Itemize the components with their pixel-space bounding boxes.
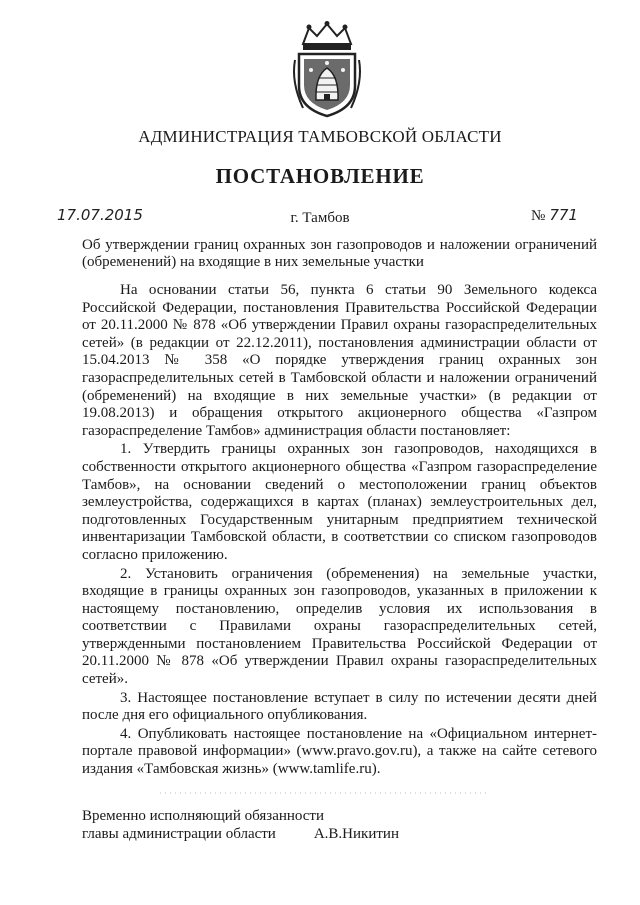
- handwritten-number: 771: [549, 206, 578, 224]
- handwritten-date: 17.07.2015: [57, 206, 143, 224]
- item-2-paragraph: 2. Установить ограничения (обременения) на земельные участки, входящие в границы охранных зон газопроводов, указанных в приложении к настоящему постановлению, определив условия их использования в соответствии с Правилами охраны газораспределительных сетей, утвержденными постановлением Правительства Российской Федерации от 20.11.2000 № 878 «Об утверждении Правил охраны газораспределительных сетей».: [82, 565, 597, 688]
- document-body: [82, 282, 597, 779]
- document-subject: Об утверждении границ охранных зон газопроводов и наложении ограничений (обременений) на входящие в них земельные участки: [82, 237, 597, 270]
- item-4-paragraph: 4. Опубликовать настоящее постановление на «Официальном интернет-портале правовой информации» (www.pravo.gov.ru), а также на сайте сетевого издания «Тамбовская жизнь» (www.tamlife.ru).: [82, 725, 597, 778]
- item-3-paragraph: 3. Настоящее постановление вступает в силу по истечении десяти дней после дня его официального опубликования.: [82, 689, 597, 724]
- signatory-position-line-2: [82, 825, 399, 843]
- signature-block: [82, 807, 399, 843]
- faint-dotted-line: [160, 791, 490, 795]
- document-type-title: ПОСТАНОВЛЕНИЕ: [215, 164, 425, 188]
- city-name: г. Тамбов: [290, 210, 350, 226]
- signatory-name: А.В.Никитин: [313, 826, 399, 842]
- signatory-position-line-1: Временно исполняющий обязанности: [82, 808, 325, 824]
- item-1-paragraph: 1. Утвердить границы охранных зон газопроводов, находящихся в собственности открытого акционерного общества «Газпром газораспределение Тамбов», на основании сведений о местоположении границ объектов землеустройства, содержащихся в картах (планах) землеустроительных дел, подготовленных Государственным унитарным предприятием технической инвентаризации Тамбовской области, в соответствии со списком газопроводов согласно приложению.: [82, 441, 597, 563]
- signatory-position-text: главы администрации области: [82, 826, 276, 842]
- agency-name: АДМИНИСТРАЦИЯ ТАМБОВСКОЙ ОБЛАСТИ: [138, 127, 502, 146]
- preamble-paragraph: На основании статьи 56, пункта 6 статьи 90 Земельного кодекса Российской Федерации, постановления Правительства Российской Федерации от 20.11.2000 № 878 «Об утверждении Правил охраны газораспределительных сетей» (в редакции от 22.12.2011), постановления администрации области от 15.04.2013 № 358 «О порядке утверждения границ охранных зон газораспределительных сетей в Тамбовской области и наложении ограничений (обременений) на входящие в них земельные участки» (в редакции от 19.08.2013) и обращения открытого акционерного общества «Газпром газораспределение Тамбов» администрация области постановляет:: [82, 282, 597, 439]
- document-number: [531, 206, 578, 225]
- number-sign: №: [531, 208, 546, 224]
- tambov-coat-of-arms-emblem: [289, 20, 365, 118]
